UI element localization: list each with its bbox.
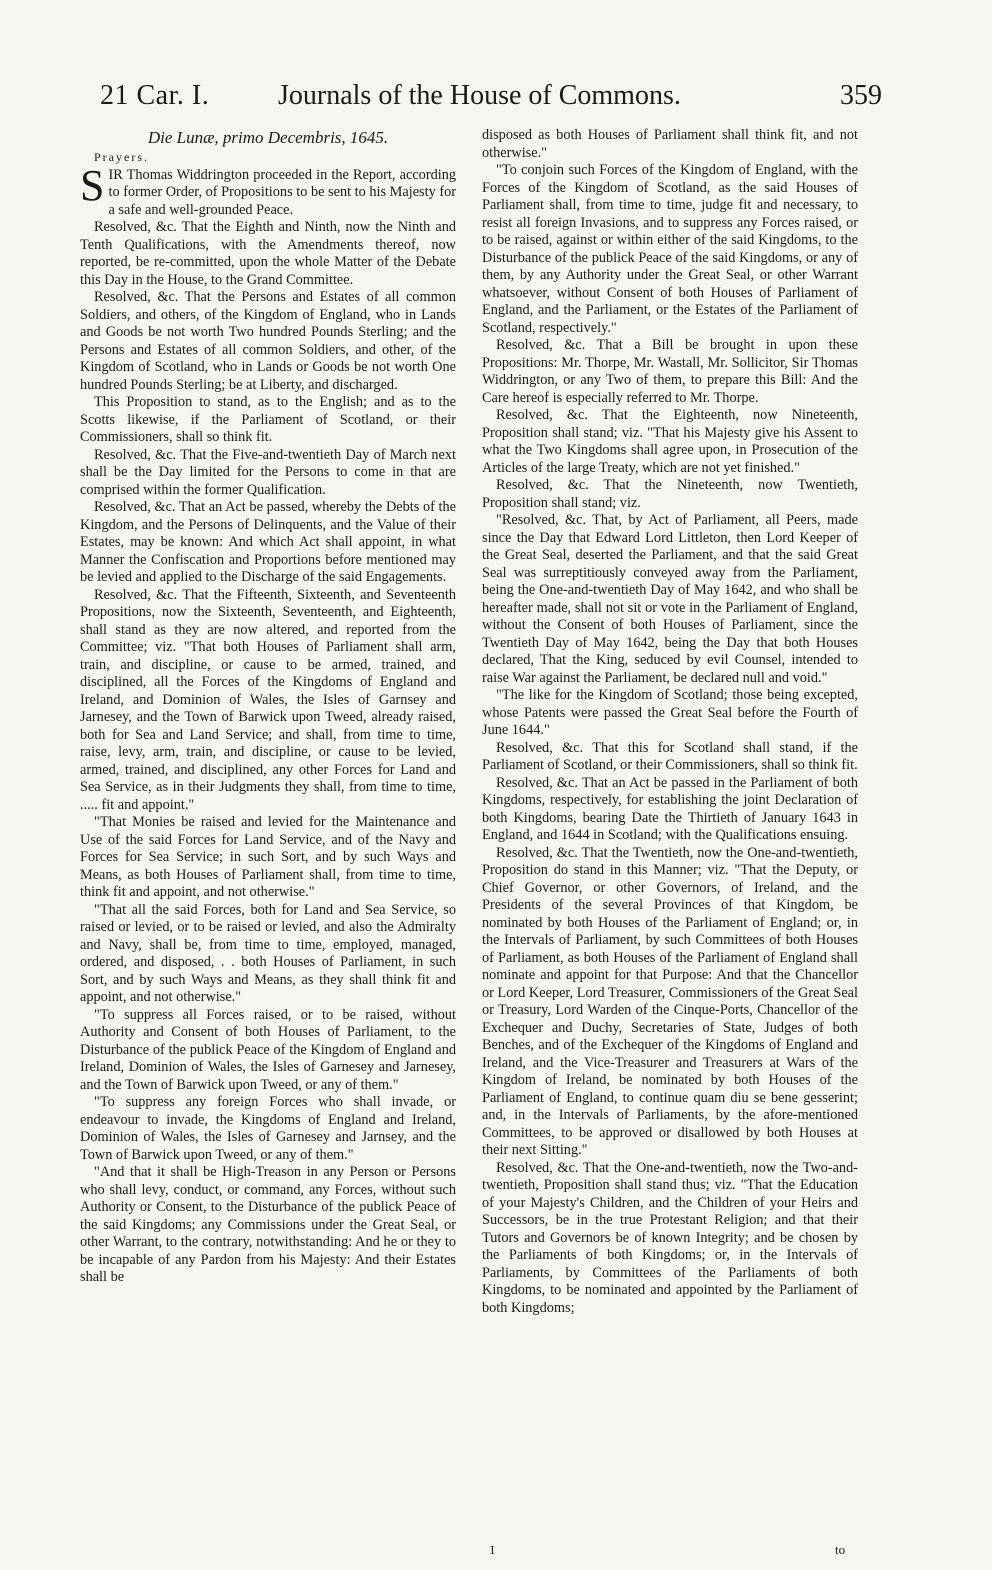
paragraph: Resolved, &c. That the Five-and-twentieth Day of March next shall be the Day limited for the Persons to come in that are comprised within the former Qualification.: [80, 446, 456, 498]
paragraph-text: IR Thomas Widdrington proceeded in the Report, according to former Order, of Propositions to be sent to his Majesty for a safe and well-grounded Peace.: [108, 166, 456, 218]
paragraph: "To suppress any foreign Forces who shall invade, or endeavour to invade, the Kingdoms of England and Ireland, Dominion of Wales, the Isles of Garnesey and Jarnsey, and the Town of Barwick upon Tweed, or any of them.": [80, 1094, 456, 1163]
paragraph: Resolved, &c. That an Act be passed in the Parliament of both Kingdoms, respectively, for establishing the joint Declaration of both Kingdoms, bearing Date the Thirtieth of January 1643 in England, and 1644 in Scotland; with the Qualifications ensuing.: [482, 774, 858, 843]
continued-paragraph: disposed as both Houses of Parliament shall think fit, and not otherwise.": [482, 127, 858, 161]
left-column: [80, 127, 456, 1287]
paragraph: This Proposition to stand, as to the English; and as to the Scotts likewise, if the Parliament of Scotland, or their Commissioners, shall so think fit.: [80, 394, 456, 445]
paragraph: Resolved, &c. That the Fifteenth, Sixteenth, and Seventeenth Propositions, now the Sixteenth, Seventeenth, and Eighteenth, shall stand as they are now altered, and reported from the Committee; viz. "That both Houses of Parliament shall arm, train, and discipline, or cause to be armed, trained, and disciplined, all the Forces of the Kingdoms of England and Ireland, and Dominion of Wales, the Isles of Garnsey and Jarnesey, and the Town of Barwick upon Tweed, already raised, both for Sea and Land Service; and shall, from time to time, raise, levy, arm, train, and discipline, or cause to be levied, armed, trained, and disciplined, any other Forces for Land and Sea Service, as in their Judgments they shall, from time to time, ..... fit and appoint.": [80, 586, 456, 813]
dateline: Die Lunæ, primo Decembris, 1645.: [147, 128, 389, 147]
paragraph: Resolved, &c. That the Twentieth, now the One-and-twentieth, Proposition do stand in this Manner; viz. "That the Deputy, or Chief Governor, or other Governors, of Ireland, and the Presidents of the several Provinces of that Kingdom, be nominated by both Houses of the Parliament of England; or, in the Intervals of Parliament, by such Committees of both Houses of Parliament, as both Houses of the Parliament of England shall nominate and appoint for that Purpose: And that the Chancellor or Lord Keeper, Lord Treasurer, Commissioners of the Great Seal or Treasury, Lord Warden of the Cinque-Ports, Chancellor of the Exchequer and Duchy, Secretaries of State, Judges of both Benches, and of the Exchequer of the Kingdoms of England and Ireland, and the Vice-Treasurer and Treasurers at Wars of the Kingdom of Ireland, be nominated by both Houses of the Parliament of England, to continue quam diu se bene gesserint; and, in the Intervals of Parliaments, by the afore-mentioned Committees, to be approved or disallowed by both Houses at their next Sitting.": [482, 844, 858, 1158]
paragraph: Resolved, &c. That the One-and-twentieth, now the Two-and-twentieth, Proposition shall stand thus; viz. "That the Education of your Majesty's Children, and the Children of your Heirs and Successors, be in the true Protestant Religion; and that their Tutors and Governors be of known Integrity; and be chosen by the Parliaments of both Kingdoms; or, in the Intervals of Parliaments, by Committees of the Parliaments of both Kingdoms, to be nominated and appointed by the Parliament of both Kingdoms;: [482, 1159, 858, 1316]
paragraph: Resolved, &c. That the Nineteenth, now Twentieth, Proposition shall stand; viz.: [482, 477, 858, 511]
signature-mark: 1: [489, 1542, 496, 1557]
opening-paragraph: [80, 160, 456, 220]
paragraph: "That Monies be raised and levied for the Maintenance and Use of the said Forces for Land Service, and of the Navy and Forces for Sea Service; in such Sort, and by such Ways and Means, as both Houses of Parliament shall, from time to time, think fit and appoint, and not otherwise.": [80, 814, 456, 900]
paragraph: "That all the said Forces, both for Land and Sea Service, so raised or levied, or to be raised or levied, and also the Admiralty and Navy, shall be, from time to time, employed, managed, ordered, and disposed, . . both Houses of Parliament, in such Sort, and by such Ways and Means, as they shall think fit and appoint, and not otherwise.": [80, 901, 456, 1005]
paragraph: Resolved, &c. That a Bill be brought in upon these Propositions: Mr. Thorpe, Mr. Wastall, Mr. Sollicitor, Sir Thomas Widdrington, or any Two of them, to prepare this Bill: And the Care hereof is especially referred to Mr. Thorpe.: [482, 337, 858, 406]
paragraph: Resolved, &c. That the Eighth and Ninth, now the Ninth and Tenth Qualifications, with the Amendments thereof, now reported, be re-committed, upon the whole Matter of the Debate this Day in the House, to the Grand Committee.: [80, 219, 456, 288]
paragraph: "To conjoin such Forces of the Kingdom of England, with the Forces of the Kingdom of Scotland, as the said Houses of Parliament shall, from time to time, judge fit and necessary, to resist all foreign Invasions, and to suppress any Forces raised, or to be raised, against or within either of the said Kingdoms, to the Disturbance of the publick Peace of the said Kingdoms, or any of them, by any Authority under the Great Seal, or other Warrant whatsoever, without Consent of both Houses of Parliament of England, and the Parliament, or the Estates of the Parliament of Scotland, respectively.": [482, 162, 858, 336]
right-column: [482, 127, 858, 1317]
paragraph: "To suppress all Forces raised, or to be raised, without Authority and Consent of both Houses of Parliament, to the Disturbance of the publick Peace of the Kingdom of England and Ireland, Dominion of Wales, the Isles of Garnesey and Jarnesey, and the Town of Barwick upon Tweed, or any of them.": [80, 1006, 456, 1093]
running-header: [100, 80, 882, 120]
regnal-year: 21 Car. I.: [100, 80, 210, 111]
prayers-heading: Prayers.: [94, 150, 149, 164]
paragraph: "The like for the Kingdom of Scotland; those being excepted, whose Patents were passed the Great Seal before the Fourth of June 1644.": [482, 687, 858, 738]
catchword: to: [835, 1542, 846, 1557]
drop-cap: S: [80, 160, 105, 210]
paragraph: Resolved, &c. That an Act be passed, whereby the Debts of the Kingdom, and the Persons of Delinquents, and the Value of their Estates, may be known: And which Act shall appoint, in what Manner the Confiscation and Proportions before mentioned may be levied and applied to the Discharge of the said Engagements.: [80, 499, 456, 585]
paragraph: Resolved, &c. That the Persons and Estates of all common Soldiers, and others, of the Kingdom of England, who in Lands and Goods be not worth Two hundred Pounds Sterling; and the Persons and Estates of all common Soldiers, and other, of the Kingdom of Scotland, who in Lands or Goods be not worth One hundred Pounds Sterling; be at Liberty, and discharged.: [80, 289, 456, 393]
page-number: 359: [840, 80, 882, 111]
paragraph: "Resolved, &c. That, by Act of Parliament, all Peers, made since the Day that Edward Lord Littleton, then Lord Keeper of the Great Seal, deserted the Parliament, and that the said Great Seal was surreptitiously conveyed away from the Parliament, being the One-and-twentieth Day of May 1642, and who shall be hereafter made, shall not sit or vote in the Parliament of England, without the Consent of both Houses of Parliament, since the Twentieth Day of May 1642, being the Day that both Houses declared, That the King, seduced by evil Counsel, intended to raise War against the Parliament, be declared null and void.": [482, 512, 858, 686]
journal-title: Journals of the House of Commons.: [278, 80, 681, 111]
paragraph: Resolved, &c. That the Eighteenth, now Nineteenth, Proposition shall stand; viz. "That his Majesty give his Assent to what the Two Kingdoms shall agree upon, in Prosecution of the Articles of the large Treaty, which are not yet finished.": [482, 407, 858, 476]
paragraph: Resolved, &c. That this for Scotland shall stand, if the Parliament of Scotland, or their Commissioners, shall so think fit.: [482, 739, 858, 773]
paragraph: "And that it shall be High-Treason in any Person or Persons who shall levy, conduct, or command, any Forces, without such Authority or Consent, to the Disturbance of the publick Peace of the said Kingdoms; any Commissions under the Great Seal, or other Warrant, to the contrary, notwithstanding: And he or they to be incapable of any Pardon from his Majesty: And their Estates shall be: [80, 1164, 456, 1285]
